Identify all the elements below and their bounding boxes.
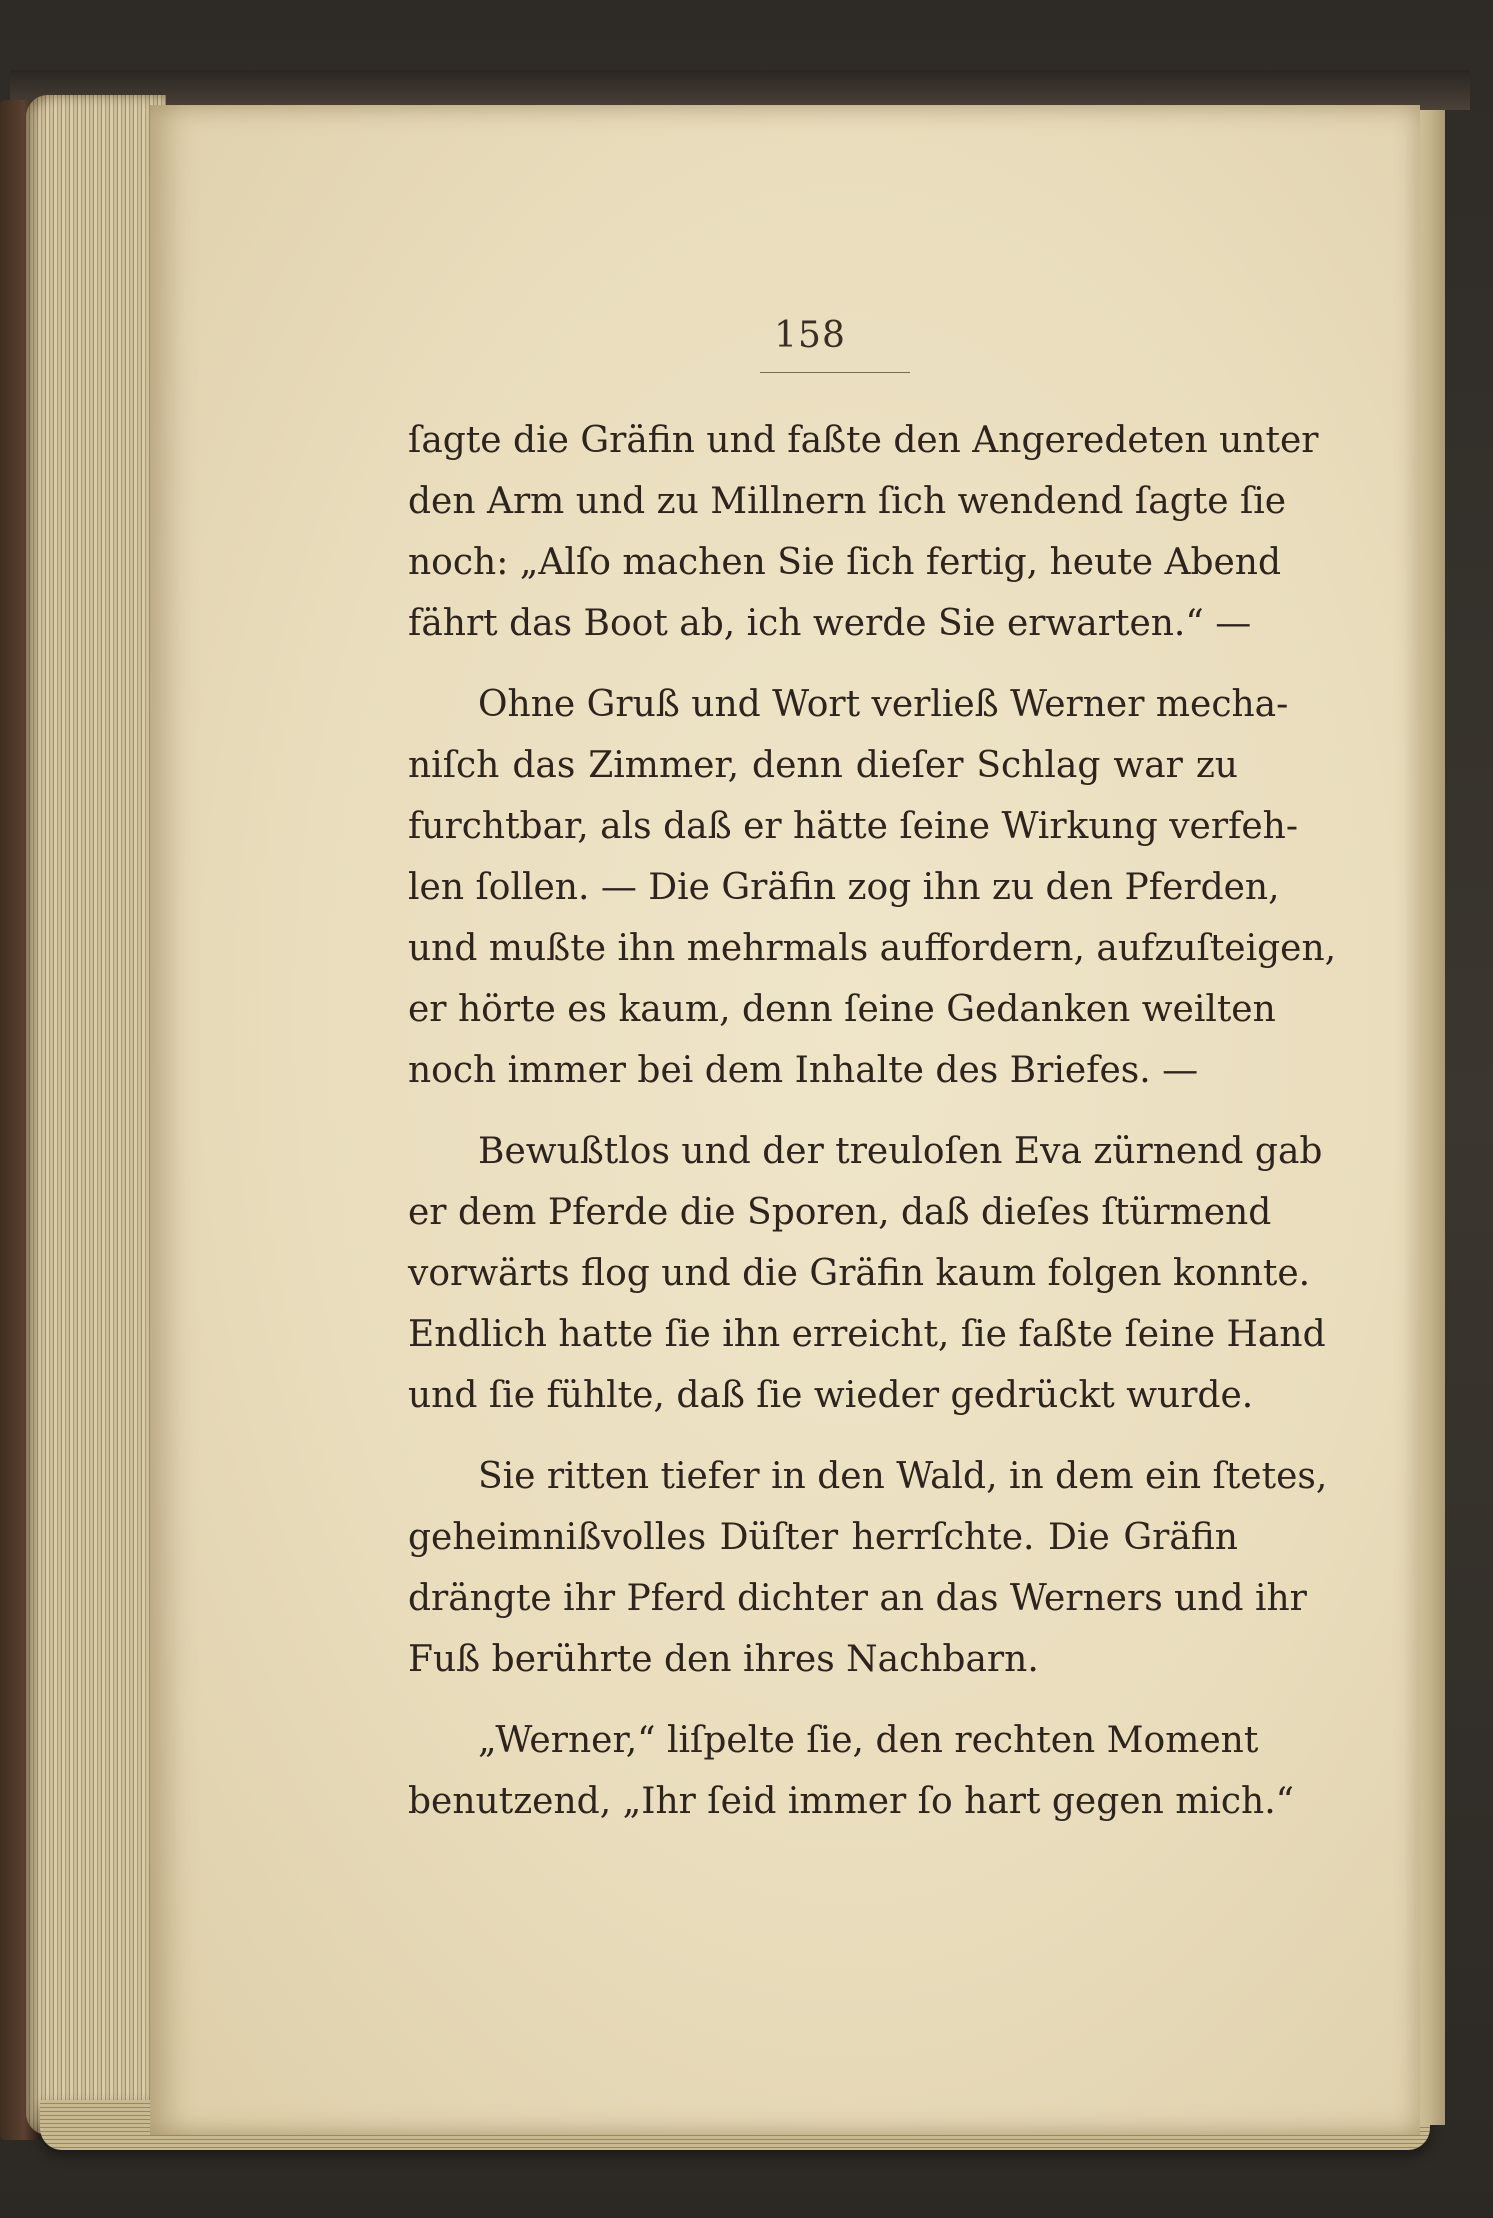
book-cover-top [10, 70, 1470, 110]
text-line: „Werner,“ liſpelte ſie, den rechten Moment [478, 1720, 1259, 1761]
paragraph-gap [408, 1690, 1238, 1710]
text-line: ſagte die Gräfin und faßte den Angeredeten unter [408, 420, 1319, 461]
text-line: und ſie fühlte, daß ſie wieder gedrückt wurde. [408, 1375, 1254, 1416]
text-line: niſch das Zimmer, denn dieſer Schlag war zu [408, 745, 1238, 786]
text-line: er hörte es kaum, denn ſeine Gedanken weilten [408, 989, 1276, 1030]
text-line: furchtbar, als daß er hätte ſeine Wirkung verfeh- [408, 806, 1299, 847]
text-line: len ſollen. — Die Gräfin zog ihn zu den Pferden, [408, 867, 1280, 908]
text-line: vorwärts flog und die Gräfin kaum folgen konnte. [408, 1253, 1311, 1294]
paragraph [408, 1710, 1295, 1832]
text-line: und mußte ihn mehrmals auffordern, aufzuſteigen, [408, 928, 1337, 969]
text-line: noch immer bei dem Inhalte des Briefes. — [408, 1050, 1199, 1091]
text-line: fährt das Boot ab, ich werde Sie erwarten.“ — [408, 603, 1252, 644]
paragraph-gap [408, 1426, 1238, 1446]
paragraph [408, 1121, 1326, 1426]
text-line: er dem Pferde die Sporen, daß dieſes ſtürmend [408, 1192, 1272, 1233]
paragraph-gap [408, 654, 1238, 674]
text-line: Fuß berührte den ihres Nachbarn. [408, 1639, 1039, 1680]
text-line: Ohne Gruß und Wort verließ Werner mecha- [478, 684, 1289, 725]
text-line: benutzend, „Ihr ſeid immer ſo hart gegen mich.“ [408, 1781, 1295, 1822]
text-line: Sie ritten tiefer in den Wald, in dem ein ſtetes, [478, 1456, 1328, 1497]
paragraph [408, 1446, 1328, 1690]
header-rule [760, 372, 910, 373]
paragraph [408, 674, 1337, 1101]
paragraph-gap [408, 1101, 1238, 1121]
text-line: noch: „Alſo machen Sie ſich fertig, heute Abend [408, 542, 1282, 583]
page-stack-edge [26, 95, 166, 2135]
text-line: Endlich hatte ſie ihn erreicht, ſie faßte ſeine Hand [408, 1314, 1326, 1355]
paragraph [408, 410, 1319, 654]
text-line: geheimnißvolles Düſter herrſchte. Die Gräfin [408, 1517, 1238, 1558]
text-line: den Arm und zu Millnern ſich wendend ſagte ſie [408, 481, 1287, 522]
text-line: Bewußtlos und der treuloſen Eva zürnend gab [478, 1131, 1323, 1172]
page-number: 158 [774, 315, 846, 356]
text-line: drängte ihr Pferd dichter an das Werners und ihr [408, 1578, 1307, 1619]
page-text [408, 410, 1337, 1832]
